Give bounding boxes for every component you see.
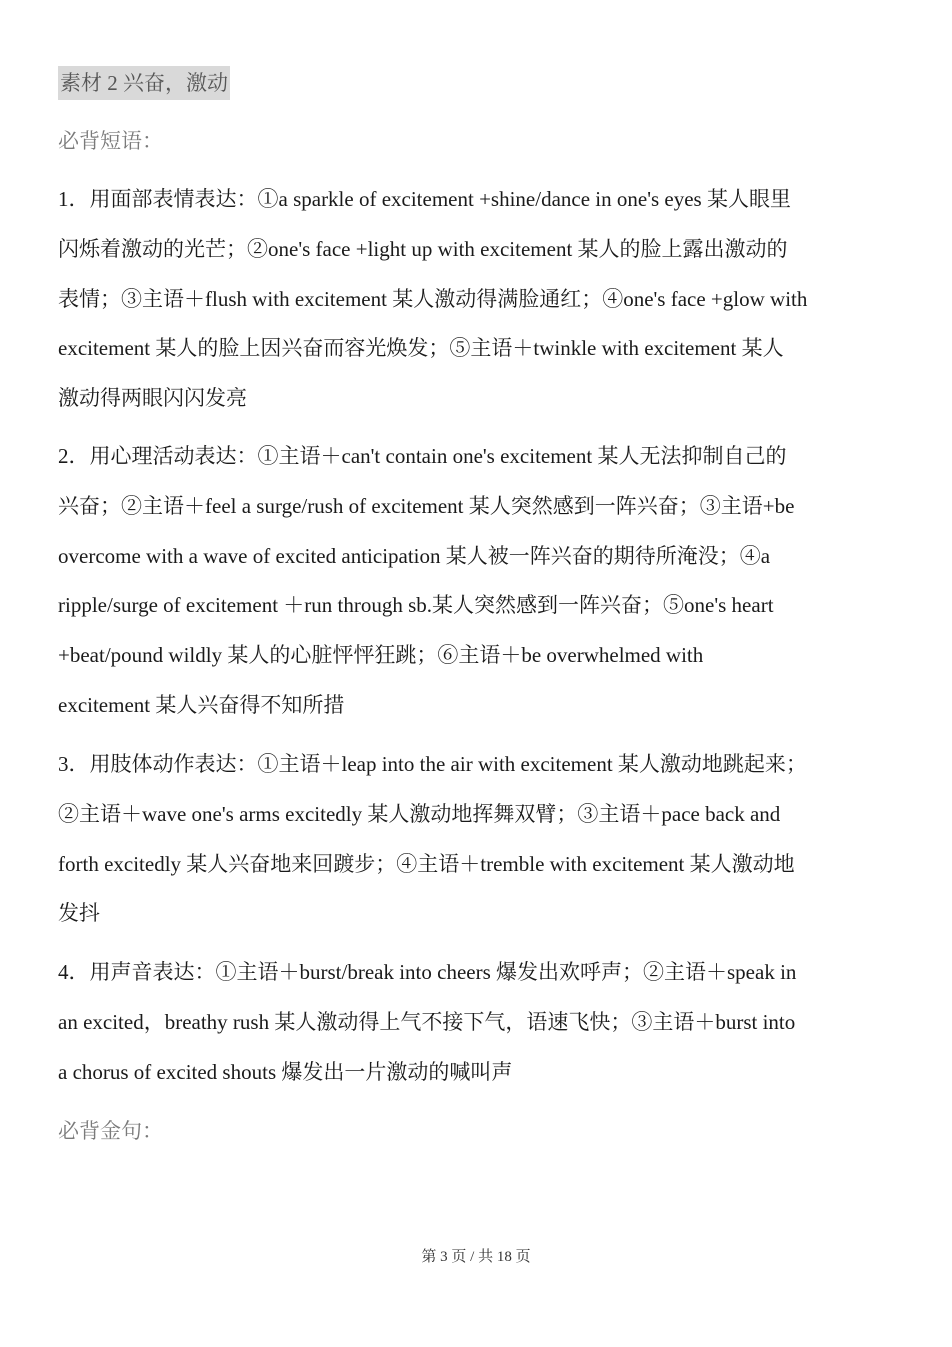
text-line: excitement 某人兴奋得不知所措 bbox=[58, 692, 345, 717]
phrases-heading: 必背短语： bbox=[58, 129, 163, 153]
page-number-footer: 第 3 页 / 共 18 页 bbox=[421, 1249, 531, 1265]
paragraph-mental-activity bbox=[58, 438, 898, 737]
paragraph-facial-expression bbox=[58, 181, 898, 430]
text-line: ②主语＋wave one's arms excitedly 某人激动地挥舞双臂；③主语＋pace back and bbox=[58, 801, 781, 826]
section-title: 素材 2 兴奋，激动 bbox=[58, 66, 230, 100]
text-line: +beat/pound wildly 某人的心脏怦怦狂跳；⑥主语＋be overwhelmed with bbox=[58, 643, 704, 668]
text-line: overcome with a wave of excited anticipation 某人被一阵兴奋的期待所淹没；④a bbox=[58, 543, 771, 568]
sentences-heading: 必背金句： bbox=[58, 1119, 163, 1143]
text-line: 激动得两眼闪闪发亮 bbox=[58, 386, 247, 411]
text-line: forth excitedly 某人兴奋地来回踱步；④主语＋tremble with excitement 某人激动地 bbox=[58, 851, 795, 876]
text-line: ripple/surge of excitement ＋run through sb.某人突然感到一阵兴奋；⑤one's heart bbox=[58, 593, 774, 618]
text-line: 表情；③主语＋flush with excitement 某人激动得满脸通红；④one's face +glow with bbox=[58, 286, 808, 311]
text-line: 闪烁着激动的光芒；②one's face +light up with excitement 某人的脸上露出激动的 bbox=[58, 236, 788, 261]
text-line: 2．用心理活动表达：①主语＋can't contain one's excitement 某人无法抑制自己的 bbox=[58, 444, 787, 468]
text-line: 发抖 bbox=[58, 901, 100, 926]
paragraph-voice bbox=[58, 954, 898, 1103]
text-line: 3．用肢体动作表达：①主语＋leap into the air with excitement 某人激动地跳起来； bbox=[58, 752, 807, 776]
text-line: 兴奋；②主语＋feel a surge/rush of excitement 某人突然感到一阵兴奋；③主语+be bbox=[58, 493, 795, 518]
text-line: 4．用声音表达：①主语＋burst/break into cheers 爆发出欢呼声；②主语＋speak in bbox=[58, 960, 797, 984]
text-line: 1．用面部表情表达：①a sparkle of excitement +shine/dance in one's eyes 某人眼里 bbox=[58, 187, 791, 211]
paragraph-body-action bbox=[58, 746, 898, 945]
text-line: a chorus of excited shouts 爆发出一片激动的喊叫声 bbox=[58, 1059, 513, 1084]
text-line: an excited，breathy rush 某人激动得上气不接下气，语速飞快；③主语＋burst into bbox=[58, 1009, 796, 1034]
text-line: excitement 某人的脸上因兴奋而容光焕发；⑤主语＋twinkle with excitement 某人 bbox=[58, 336, 784, 361]
